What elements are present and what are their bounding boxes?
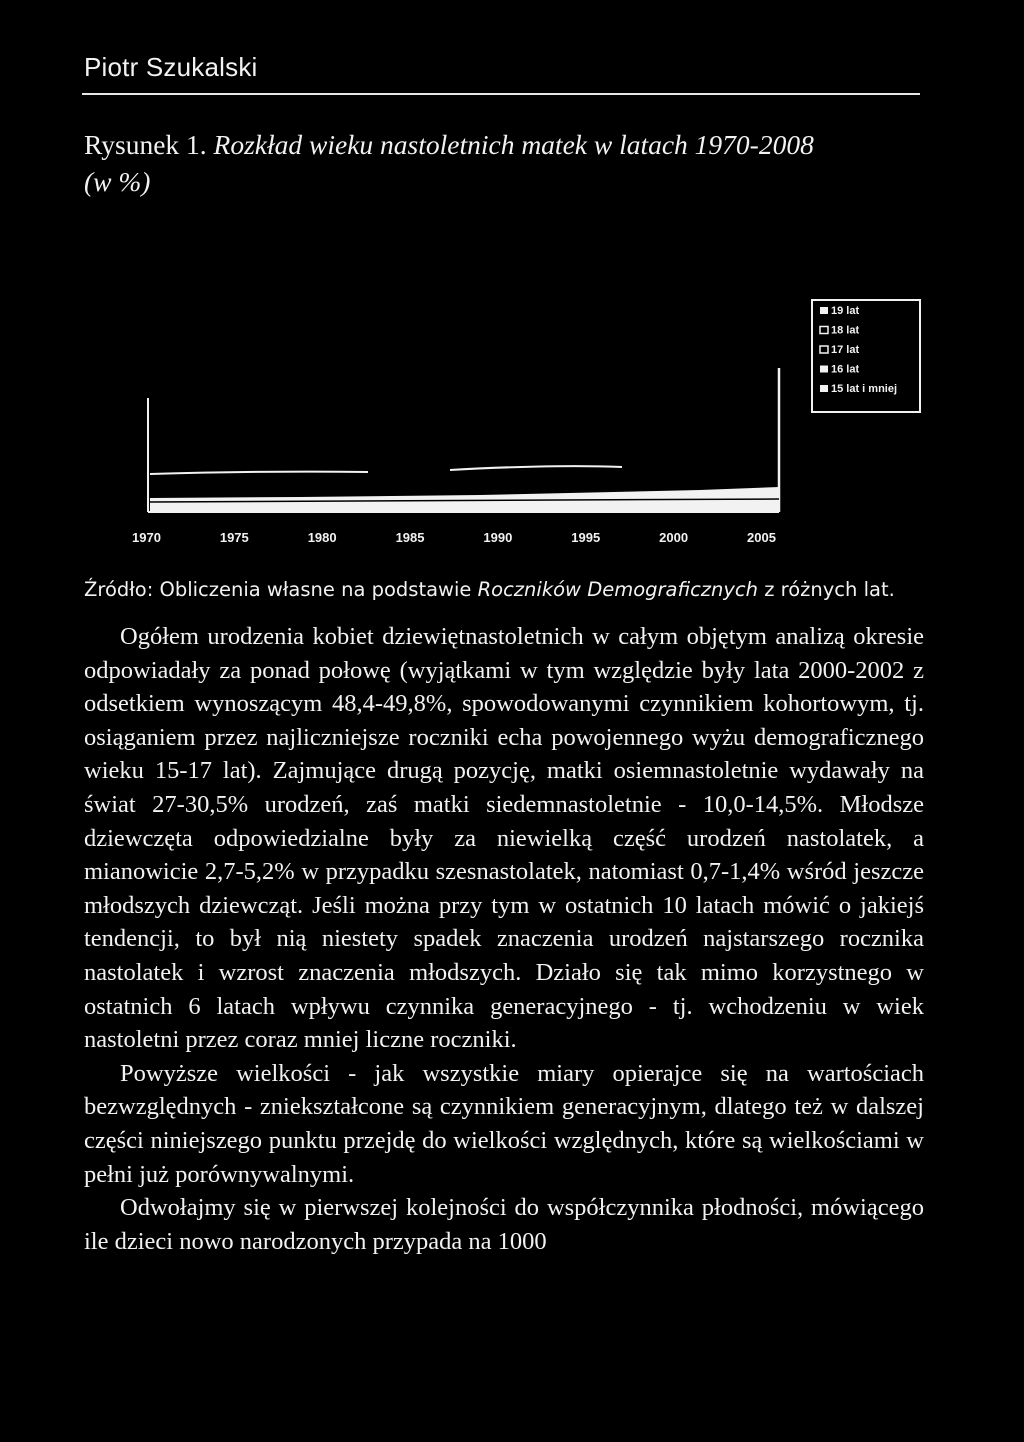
figure-source-note bbox=[84, 578, 944, 601]
figure-unit: (w %) bbox=[84, 166, 151, 197]
series-boundary-19-18 bbox=[150, 472, 368, 474]
chart-legend bbox=[812, 300, 920, 412]
running-header-author: Piotr Szukalski bbox=[84, 52, 258, 82]
legend-swatch bbox=[820, 366, 828, 373]
body-paragraph: Ogółem urodzenia kobiet dziewiętnastoletnich w całym objętym analizą okresie odpowiadały za ponad połowę (wyjątkami w tym względzie były lata 2000-2002 z odsetkiem wynoszącym 48,4-49,8%, spowodowanymi czynnikiem kohortowym, tj. osiąganiem przez najliczniejsze roczniki echa powojennego wyżu demograficznego wieku 15-17 lat). Zajmujące drugą pozycję, matki osiemnastoletnie wydawały na świat 27-30,5% urodzeń, zaś matki siedemnastoletnie - 10,0-14,5%. Młodsze dziewczęta odpowiedzialne były za niewielką część urodzeń nastolatek, a mianowicie 2,7-5,2% w przypadku szesnastolatek, natomiast 0,7-1,4% wśród jeszcze młodszych dziewcząt. Jeśli można przy tym w ostatnich 10 latach mówić o jakiejś tendencji, to był nią niestety spadek znaczenia urodzeń najstarszego rocznika nastolatek i wzrost znaczenia młodszych. Działo się tak mimo korzystnego w ostatnich 6 latach wpływu czynnika generacyjnego - tj. wchodzeniu w wiek nastoletni przez coraz mniej liczne roczniki. bbox=[84, 623, 924, 1054]
x-tick-label: 2005 bbox=[747, 530, 776, 545]
x-tick-label: 1985 bbox=[395, 530, 425, 545]
body-paragraph: Odwołajmy się w pierwszej kolejności do współczynnika płodności, mówiącego ile dzieci nowo narodzonych przypada na 1000 bbox=[84, 1194, 924, 1255]
figure-title: Rozkład wieku nastoletnich matek w latach 1970-2008 bbox=[213, 129, 814, 160]
legend-label: 15 lat i mniej bbox=[831, 383, 898, 395]
x-tick-label: 1990 bbox=[483, 530, 513, 545]
chart-canvas bbox=[100, 290, 940, 560]
x-tick-label: 1970 bbox=[132, 530, 161, 545]
series-boundary-19-18-late bbox=[450, 466, 622, 470]
legend-label: 19 lat bbox=[831, 305, 860, 317]
x-tick-label: 1975 bbox=[219, 530, 249, 545]
x-tick-label: 1980 bbox=[307, 530, 337, 545]
legend-label: 17 lat bbox=[831, 344, 860, 356]
header-divider bbox=[82, 93, 920, 95]
figure-number: Rysunek 1. bbox=[84, 129, 207, 160]
source-suffix: z różnych lat. bbox=[758, 578, 895, 601]
x-tick-label: 1995 bbox=[571, 530, 601, 545]
legend-swatch bbox=[820, 307, 828, 314]
x-tick-label: 2000 bbox=[659, 530, 689, 545]
legend-swatch bbox=[820, 385, 828, 392]
legend-swatch bbox=[820, 346, 828, 353]
figure-caption bbox=[84, 126, 944, 200]
legend-frame bbox=[812, 300, 920, 412]
body-paragraph: Powyższe wielkości - jak wszystkie miary opierajce się na wartościach bezwzględnych - zniekształcone są czynnikiem generacyjnym, dlatego też w dalszej części niniejszego punktu przejdę do wielkości względnych, które są wielkościami w pełni już porównywalnymi. bbox=[84, 1059, 924, 1188]
legend-label: 18 lat bbox=[831, 324, 860, 337]
source-italic-title: Roczników Demograficznych bbox=[477, 578, 759, 601]
legend-swatch bbox=[820, 327, 828, 334]
source-prefix: Źródło: Obliczenia własne na podstawie bbox=[84, 578, 478, 601]
age-distribution-chart bbox=[100, 290, 940, 560]
legend-label: 16 lat bbox=[831, 363, 860, 376]
body-text bbox=[84, 620, 924, 1258]
